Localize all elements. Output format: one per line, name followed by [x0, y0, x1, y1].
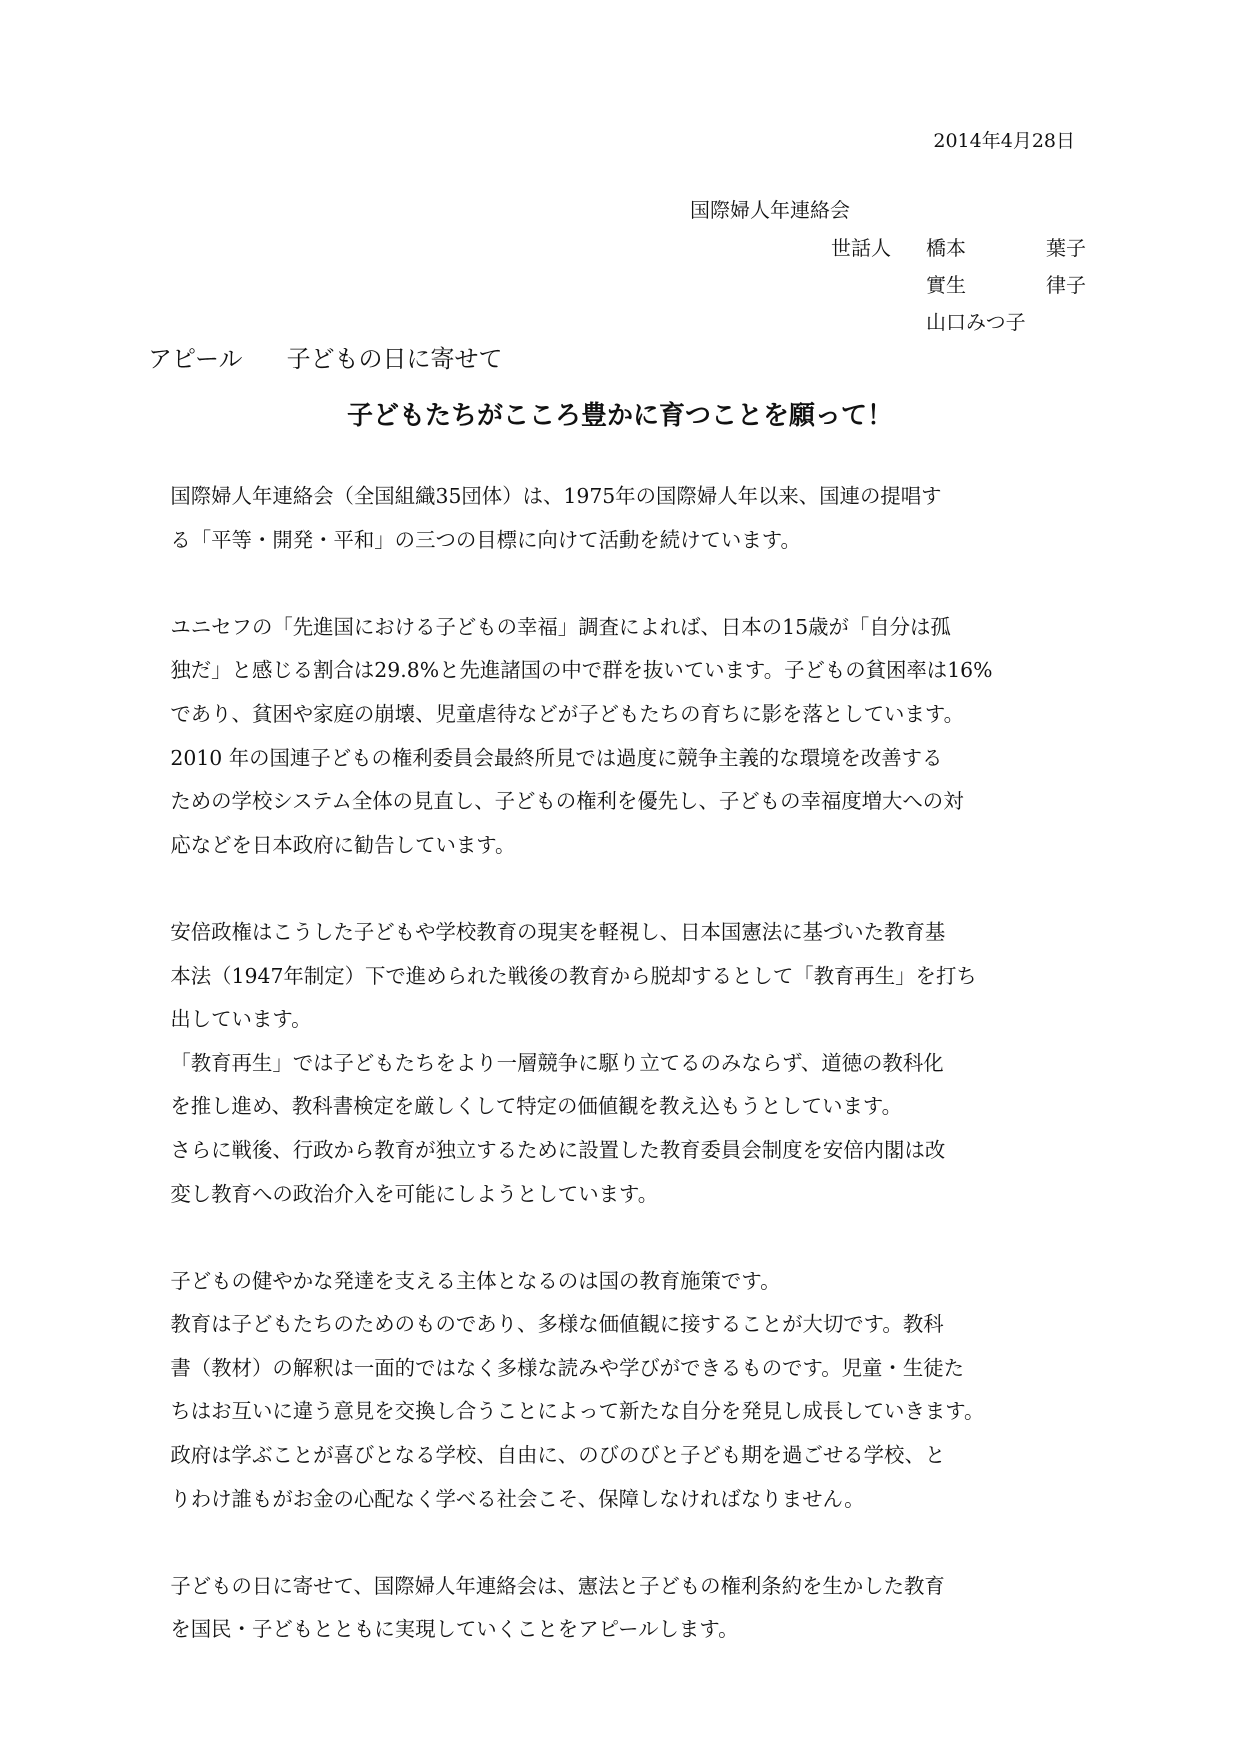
- signer-family-name: 實生: [926, 273, 966, 297]
- paragraph-line: さらに戦後、行政から教育が独立するために設置した教育委員会制度を安倍内閣は改: [170, 1137, 946, 1162]
- paragraph-line: 2010 年の国連子どもの権利委員会最終所見では過度に競争主義的な環境を改善する: [170, 745, 943, 770]
- signer-family-name: 山口みつ子: [926, 310, 1026, 334]
- paragraph-line: 教育は子どもたちのためのものであり、多様な価値観に接することが大切です。教科: [170, 1312, 944, 1337]
- signer-row: [831, 267, 1086, 304]
- paragraph-line: 出しています。: [170, 1007, 312, 1032]
- signer-role: [831, 304, 926, 341]
- paragraph-line: 安倍政権はこうした子どもや学校教育の現実を軽視し、日本国憲法に基づいた教育基: [170, 919, 946, 944]
- paragraph-line: を国民・子どもとともに実現していくことをアピールします。: [170, 1617, 739, 1642]
- signer-given-name: 律子: [1046, 273, 1086, 297]
- paragraph-line: る「平等・開発・平和」の三つの目標に向けて活動を続けています。: [170, 527, 801, 552]
- body-paragraph: [150, 475, 1090, 562]
- paragraph-line: を推し進め、教科書検定を厳しくして特定の価値観を教え込もうとしています。: [170, 1094, 903, 1119]
- paragraph-line: ユニセフの「先進国における子どもの幸福」調査によれば、日本の15歳が「自分は孤: [170, 614, 951, 639]
- paragraph-line: 国際婦人年連絡会（全国組織35団体）は、1975年の国際婦人年以来、国連の提唱す: [170, 484, 942, 508]
- signers-block: [831, 230, 1086, 341]
- appeal-subtitle: 子どもの日に寄せて: [286, 345, 503, 373]
- paragraph-line: 子どもの日に寄せて、国際婦人年連絡会は、憲法と子どもの権利条約を生かした教育: [170, 1573, 945, 1598]
- paragraph-line: 応などを日本政府に勧告しています。: [170, 832, 516, 857]
- signer-row: [831, 230, 1086, 267]
- body-paragraph: [150, 911, 1090, 1042]
- appeal-heading: [148, 341, 503, 377]
- paragraph-line: 書（教材）の解釈は一面的ではなく多様な読みや学びができるものです。児童・生徒た: [170, 1355, 964, 1380]
- body-paragraph: [150, 1303, 1090, 1434]
- body-paragraph: [150, 1565, 1090, 1652]
- paragraph-line: 本法（1947年制定）下で進められた戦後の教育から脱却するとして「教育再生」を打ち: [170, 963, 977, 988]
- paragraph-line: 変し教育への政治介入を可能にしようとしています。: [170, 1181, 659, 1206]
- paragraph-line: であり、貧困や家庭の崩壊、児童虐待などが子どもたちの育ちに影を落としています。: [170, 701, 964, 726]
- document-title: 子どもたちがこころ豊かに育つことを願って！: [346, 401, 893, 431]
- paragraph-line: ための学校システム全体の見直し、子どもの権利を優先し、子どもの幸福度増大への対: [170, 789, 964, 814]
- signer-row: [831, 304, 1086, 341]
- body-paragraph: [150, 1129, 1090, 1216]
- body-paragraph: [150, 1434, 1090, 1521]
- paragraph-line: 子どもの健やかな発達を支える主体となるのは国の教育施策です。: [170, 1268, 781, 1293]
- body-paragraph: [150, 737, 1090, 868]
- body-paragraph: [150, 606, 1090, 737]
- paragraph-line: 「教育再生」では子どもたちをより一層競争に駆り立てるのみならず、道徳の教科化: [170, 1050, 944, 1075]
- signer-role: [831, 267, 926, 304]
- document-date: 2014年4月28日: [933, 130, 1075, 152]
- paragraph-line: 政府は学ぶことが喜びとなる学校、自由に、のびのびと子ども期を過ごせる学校、と: [170, 1443, 946, 1468]
- signer-given-name: 葉子: [1046, 236, 1086, 260]
- body-paragraph: [150, 1042, 1090, 1129]
- document-body: [150, 475, 1090, 1652]
- paragraph-line: りわけ誰もがお金の心配なく学べる社会こそ、保障しなければなりません。: [170, 1486, 865, 1511]
- body-paragraph: [150, 1260, 1090, 1304]
- paragraph-line: 独だ」と感じる割合は29.8%と先進諸国の中で群を抜いています。子どもの貧困率は16%: [170, 658, 993, 683]
- signer-role: 世話人: [831, 236, 891, 260]
- appeal-label: アピール: [148, 345, 243, 373]
- organization-name: 国際婦人年連絡会: [690, 198, 850, 222]
- paragraph-line: ちはお互いに違う意見を交換し合うことによって新たな自分を発見し成長していきます。: [170, 1399, 985, 1424]
- signer-family-name: 橋本: [926, 236, 966, 260]
